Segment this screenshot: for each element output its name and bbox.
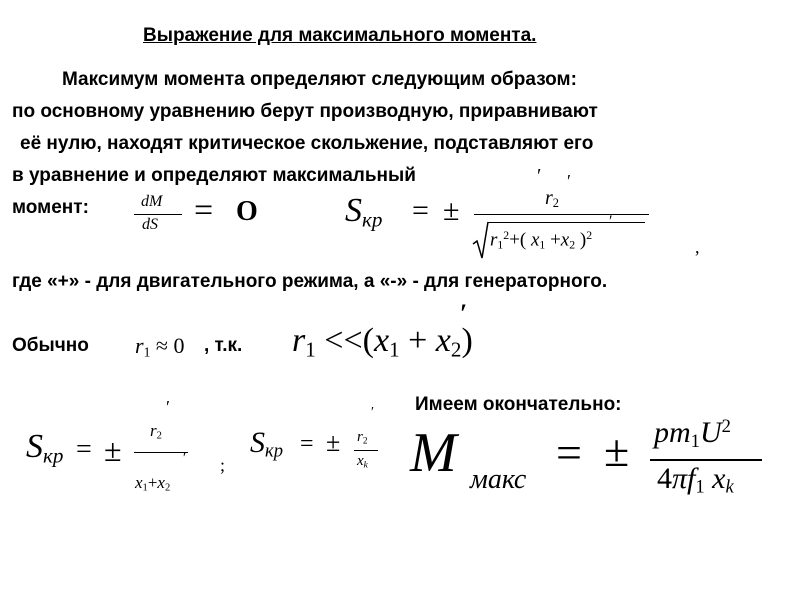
plus-minus-sign: ±	[443, 194, 460, 227]
sqrt-radical-icon	[472, 220, 490, 260]
fraction-bar	[474, 214, 649, 215]
prime-mark: ′	[609, 213, 613, 230]
paragraph-line-5: момент:	[12, 197, 89, 218]
paragraph-line-1: Максимум момента определяют следующим образом:	[62, 69, 577, 90]
semicolon-separator: ;	[220, 455, 226, 475]
slide-title: Выражение для максимального момента.	[143, 25, 537, 46]
since-label: , т.к.	[204, 335, 243, 356]
denominator-x1-x2: x1+x2	[135, 473, 171, 494]
denominator-xk: $x_k$	[357, 453, 368, 471]
s-kr-symbol: $S_{кр}$	[250, 426, 283, 462]
sqrt-overline	[488, 222, 645, 223]
numerator-pm1u2: $pm1U^2$	[654, 416, 731, 452]
equals-sign: =	[76, 434, 92, 465]
trailing-comma: ,	[695, 237, 700, 257]
equals-sign: =	[300, 431, 314, 457]
derivative-denominator: dS	[142, 216, 158, 233]
derivative-fraction-bar	[134, 214, 182, 215]
usually-label: Обычно	[12, 335, 89, 356]
fraction-bar	[354, 450, 378, 451]
fraction-bar	[650, 459, 762, 461]
fraction-bar	[134, 452, 188, 453]
paragraph-line-4: в уравнение и определяют максимальный	[12, 165, 416, 186]
maks-subscript: макс	[470, 464, 527, 495]
paragraph-line-2: по основному уравнению берут производную, приравнивают	[12, 101, 598, 122]
zero-result: O	[236, 196, 258, 227]
derivative-numerator: dM	[141, 193, 163, 210]
r1-much-less-formula: r1 <<(x1 + x2)	[292, 322, 473, 362]
m-maks-symbol: M	[410, 422, 457, 484]
equals-sign: =	[412, 194, 429, 227]
plus-minus-sign: ±	[326, 428, 341, 457]
final-heading: Имеем окончательно:	[415, 394, 622, 415]
prime-mark: ′	[567, 171, 571, 191]
prime-mark: ′	[460, 299, 468, 328]
plus-minus-sign: ±	[104, 432, 122, 468]
numerator-r2: r2	[357, 429, 368, 447]
numerator-r2: r2	[150, 421, 162, 442]
r1-approx-zero: r1 ≈ 0	[135, 333, 185, 360]
equals-sign: =	[194, 192, 214, 229]
sqrt-contents: $r1^2+$( x1 +x2 )$^2$	[490, 229, 593, 252]
prime-mark: ′	[183, 451, 187, 466]
prime-mark: ′	[166, 397, 170, 417]
prime-mark: ′	[537, 165, 542, 187]
equals-sign: =	[556, 427, 582, 478]
prime-mark: ′	[371, 405, 375, 420]
sign-note: где «+» - для двигательного режима, а «-» - для генераторного.	[12, 271, 608, 292]
plus-minus-sign: ±	[604, 425, 630, 476]
numerator-r2: r2	[545, 187, 559, 211]
s-kr-symbol: $S_{кр}$	[345, 192, 383, 232]
s-kr-symbol: $S_{кр}$	[26, 428, 64, 468]
denominator-4pi-f1-xk: 4πf1 $x_k$	[657, 462, 734, 498]
paragraph-line-3: её нулю, находят критическое скольжение, подставляют его	[20, 133, 594, 154]
